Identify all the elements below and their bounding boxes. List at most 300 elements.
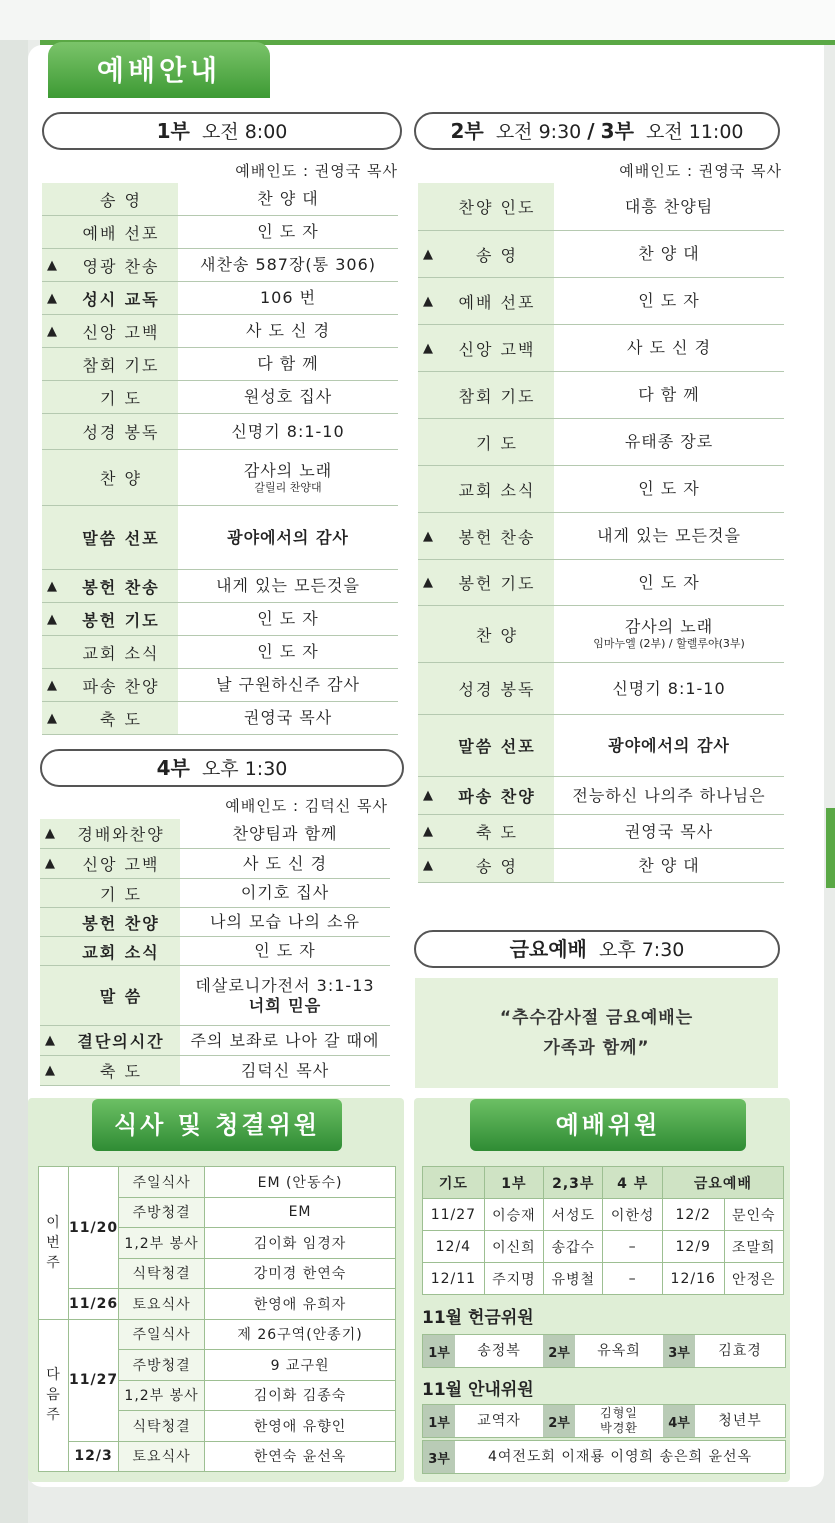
- friday-service-note: [415, 978, 778, 1088]
- service-23-label-text: 송 영: [476, 245, 518, 265]
- service-4-label-text: 경배와찬양: [77, 825, 165, 844]
- service-1-label-text: 봉헌 찬송: [82, 577, 160, 597]
- service-1-label-text: 찬 양: [100, 469, 142, 488]
- worship-committee-cell: 안정은: [724, 1263, 783, 1295]
- service-1-value: [178, 576, 398, 596]
- meal-names: 김이화 임경자: [205, 1228, 396, 1259]
- worship-committee-table: [422, 1166, 784, 1295]
- service-23-label: [418, 466, 554, 512]
- meal-date: 12/3: [69, 1441, 119, 1472]
- service-1-label-text: 성경 봉독: [82, 423, 160, 442]
- service-4-label-text: 기 도: [100, 884, 142, 904]
- service-1-label: [42, 506, 178, 569]
- worship-committee-cell: 이한성: [603, 1199, 662, 1231]
- service-1-label-text: 참회 기도: [82, 355, 160, 375]
- usher-committee-row: [422, 1404, 786, 1438]
- usher-committee-name: 교역자: [477, 1412, 521, 1429]
- meal-task: 주방청결: [119, 1197, 205, 1228]
- meal-task: 토요식사: [119, 1289, 205, 1320]
- service-23-label: [418, 513, 554, 559]
- service-4-value-text: 나의 모습 나의 소유: [210, 912, 360, 931]
- meal-task: 주방청결: [119, 1350, 205, 1381]
- service-23-row: [418, 777, 784, 815]
- service-23-value-text: 인 도 자: [638, 479, 700, 498]
- service-4-value-sub: 너희 믿음: [248, 995, 322, 1015]
- service-23-value-text: 찬 양 대: [638, 855, 700, 875]
- service-23-header: [414, 112, 780, 150]
- service-1-row: [42, 636, 398, 669]
- worship-committee-cell: 12/16: [662, 1263, 724, 1295]
- service-23-row: [418, 183, 784, 231]
- worship-committee-cell: –: [603, 1231, 662, 1263]
- worship-committee-cell: 12/4: [423, 1231, 485, 1263]
- service-1-label-text: 기 도: [100, 388, 142, 408]
- service-23-label: [418, 278, 554, 324]
- triangle-marker-icon: ▲: [47, 257, 59, 273]
- service-23-value-text: 감사의 노래: [624, 617, 714, 637]
- service-23-value: [554, 822, 784, 842]
- service-4-row: [40, 1026, 390, 1056]
- service-1-row: [42, 414, 398, 450]
- service-23-label: [418, 815, 554, 848]
- worship-committee-header: 금요예배: [662, 1167, 783, 1199]
- service-4-value-text: 김덕신 목사: [240, 1060, 330, 1080]
- service-4-label: [40, 1056, 180, 1085]
- service-23-value-text: 사 도 신 경: [626, 338, 712, 357]
- service-1-label: [42, 570, 178, 602]
- service-23-row: [418, 231, 784, 278]
- service-23-value-text: 권영국 목사: [624, 821, 714, 841]
- usher-committee-part: 1부: [423, 1405, 455, 1437]
- usher-committee-name: 청년부: [718, 1412, 762, 1429]
- worship-committee-row: [423, 1199, 784, 1231]
- meal-date: 11/27: [69, 1319, 119, 1441]
- service-23-value: [554, 856, 784, 876]
- service-4-value: [180, 1061, 390, 1081]
- service-23-label-text: 성경 봉독: [458, 680, 536, 699]
- service-23-row: [418, 278, 784, 325]
- triangle-marker-icon: ▲: [45, 856, 57, 871]
- meal-table-row: [39, 1441, 396, 1472]
- service-4-value: [180, 976, 390, 1016]
- left-margin: [0, 40, 28, 1523]
- service-1-header: [42, 112, 402, 150]
- service-23-label-text: 봉헌 기도: [458, 574, 536, 593]
- service-3-part: 3부: [600, 119, 634, 143]
- service-4-value-text: 데살로니가전서 3:1-13: [195, 975, 375, 995]
- triangle-marker-icon: ▲: [423, 246, 435, 262]
- service-1-row: [42, 315, 398, 348]
- service-4-value: [180, 1031, 390, 1051]
- triangle-marker-icon: ▲: [423, 340, 435, 356]
- usher-committee-name-line: 김형일: [600, 1406, 638, 1421]
- service-23-label-text: 참회 기도: [458, 386, 536, 406]
- service-4-value: [180, 883, 390, 903]
- usher-committee-row: [422, 1440, 786, 1474]
- service-1-row: [42, 702, 398, 735]
- worship-committee-header: 2,3부: [544, 1167, 603, 1199]
- meal-task: 식탁청결: [119, 1411, 205, 1442]
- worship-committee-cell: 12/9: [662, 1231, 724, 1263]
- meal-names: 김이화 김종숙: [205, 1380, 396, 1411]
- usher-committee-part: 2부: [543, 1405, 575, 1437]
- service-4-label-text: 말 씀: [99, 987, 143, 1006]
- service-4-label: [40, 849, 180, 878]
- service-1-label-text: 축 도: [100, 709, 142, 729]
- service-23-row: [418, 606, 784, 663]
- service-1-value-text: 내게 있는 모든것을: [216, 576, 360, 595]
- meal-names: 강미경 한연숙: [205, 1258, 396, 1289]
- service-1-label-text: 파송 찬양: [82, 676, 160, 696]
- service-23-label: [418, 777, 554, 814]
- top-margin: [0, 0, 835, 40]
- service-23-label: [418, 663, 554, 714]
- service-1-label: [42, 249, 178, 281]
- service-1-value-text: 다 함 께: [257, 354, 319, 373]
- meal-table-row: [39, 1319, 396, 1350]
- triangle-marker-icon: ▲: [45, 1063, 57, 1078]
- service-23-row: [418, 715, 784, 777]
- service-1-value: [178, 675, 398, 695]
- service-4-row: [40, 1056, 390, 1086]
- service-1-label-text: 성시 교독: [82, 289, 160, 309]
- service-1-value: [178, 321, 398, 341]
- service-1-label: [42, 603, 178, 635]
- service-1-value: [178, 642, 398, 662]
- service-23-value: [554, 786, 784, 806]
- service-1-label-text: 송 영: [100, 190, 142, 210]
- service-1-value: [178, 609, 398, 629]
- meal-task: 주일식사: [119, 1319, 205, 1350]
- service-1-label-text: 영광 찬송: [82, 256, 160, 276]
- service-1-label: [42, 450, 178, 505]
- service-23-row: [418, 849, 784, 883]
- service-1-leader: 예배인도 : 권영국 목사: [235, 162, 398, 180]
- service-1-value-text: 인 도 자: [257, 222, 319, 241]
- meal-task: 1,2부 봉사: [119, 1228, 205, 1259]
- service-23-value-text: 다 함 께: [638, 385, 700, 404]
- service-23-value: [554, 617, 784, 651]
- service-1-row: [42, 381, 398, 414]
- triangle-marker-icon: ▲: [423, 575, 435, 590]
- worship-committee-header: 4 부: [603, 1167, 662, 1199]
- service-4-label: [40, 1026, 180, 1055]
- service-23-row: [418, 466, 784, 513]
- usher-committee-part: 3부: [423, 1441, 455, 1473]
- service-4-value: [180, 854, 390, 874]
- service-23-value-text: 인 도 자: [638, 572, 700, 592]
- this-week-label: 이 번 주: [39, 1167, 69, 1320]
- service-1-value-text: 인 도 자: [257, 609, 319, 628]
- service-1-value: [178, 354, 398, 374]
- meal-names: 한영애 유희자: [205, 1289, 396, 1320]
- meal-date: 11/26: [69, 1289, 119, 1320]
- service-1-value: [178, 422, 398, 442]
- service-23-label: [418, 419, 554, 465]
- service-23-value: [554, 479, 784, 499]
- service-1-value: [178, 461, 398, 495]
- meal-task: 토요식사: [119, 1441, 205, 1472]
- service-23-value-text: 내게 있는 모든것을: [597, 526, 741, 545]
- meal-committee-title: 식사 및 청결위원: [92, 1099, 342, 1151]
- meal-task: 식탁청결: [119, 1258, 205, 1289]
- service-1-value-sub: 갈릴리 찬양대: [254, 480, 322, 494]
- service-1-label: [42, 348, 178, 380]
- service-23-value: [554, 526, 784, 546]
- service-23-row: [418, 372, 784, 419]
- friday-note-line-1: “추수감사절 금요예배는: [499, 1008, 694, 1028]
- service-4-row: [40, 908, 390, 937]
- service-1-value-text: 광야에서의 감사: [227, 527, 349, 547]
- service-23-row: [418, 663, 784, 715]
- worship-committee-row: [423, 1263, 784, 1295]
- service-4-label-text: 교회 소식: [82, 942, 160, 962]
- service-1-label: [42, 183, 178, 215]
- triangle-marker-icon: ▲: [45, 826, 57, 841]
- service-23-value-text: 광야에서의 감사: [608, 735, 730, 755]
- worship-committee-cell: 조말희: [724, 1231, 783, 1263]
- service-1-row: [42, 450, 398, 506]
- service-23-label: [418, 560, 554, 605]
- offering-committee-name: 유옥희: [597, 1342, 641, 1359]
- service-23-value: [554, 197, 784, 217]
- meal-table-row: [39, 1167, 396, 1198]
- service-1-value: [178, 387, 398, 407]
- service-1-row: [42, 249, 398, 282]
- triangle-marker-icon: ▲: [47, 611, 59, 627]
- service-4-row: [40, 966, 390, 1026]
- service-23-label-text: 기 도: [476, 433, 518, 453]
- service-23-label: [418, 325, 554, 371]
- service-23-label: [418, 715, 554, 776]
- meal-names: EM (안동수): [205, 1167, 396, 1198]
- triangle-marker-icon: ▲: [45, 1033, 57, 1048]
- offering-committee-part: 2부: [543, 1335, 575, 1367]
- meal-task: 주일식사: [119, 1167, 205, 1198]
- service-1-label-text: 신앙 고백: [82, 322, 160, 342]
- service-1-label: [42, 414, 178, 449]
- offering-committee-name: 송정복: [477, 1342, 521, 1359]
- service-23-value-text: 신명기 8:1-10: [612, 678, 726, 698]
- worship-committee-cell: 송갑수: [544, 1231, 603, 1263]
- service-4-value: [180, 912, 390, 932]
- meal-names: 한영애 유향인: [205, 1411, 396, 1442]
- service-1-label: [42, 669, 178, 701]
- service-23-label-text: 파송 찬양: [458, 787, 536, 806]
- friday-note-line-2: 가족과 함께”: [543, 1038, 650, 1058]
- meal-names: 9 교구원: [205, 1350, 396, 1381]
- service-23-label-text: 찬양 인도: [458, 198, 536, 217]
- triangle-marker-icon: ▲: [423, 788, 435, 803]
- service-4-leader: 예배인도 : 김덕신 목사: [225, 797, 388, 815]
- friday-service-name: 금요예배: [509, 937, 587, 961]
- worship-committee-cell: 문인숙: [724, 1199, 783, 1231]
- service-2-part: 2부: [450, 119, 484, 143]
- service-23-value: [554, 432, 784, 452]
- triangle-marker-icon: ▲: [47, 710, 59, 726]
- service-23-value-sub: 임마누엘 (2부) / 할렐루야(3부): [593, 637, 745, 651]
- service-1-value-text: 원성호 집사: [243, 387, 333, 406]
- usher-committee-name: 4여전도회 이재룡 이영희 송은희 윤선옥: [487, 1448, 753, 1465]
- service-23-label: [418, 231, 554, 277]
- service-23-value: [554, 291, 784, 311]
- service-4-row: [40, 879, 390, 908]
- service-2-time: 오전 9:30: [495, 121, 582, 143]
- service-23-leader: 예배인도 : 권영국 목사: [619, 162, 782, 180]
- next-week-label: 다 음 주: [39, 1319, 69, 1472]
- offering-committee-part: 1부: [423, 1335, 455, 1367]
- service-1-value-text: 신명기 8:1-10: [231, 421, 345, 441]
- service-4-label: [40, 908, 180, 936]
- service-23-label-text: 송 영: [476, 857, 518, 876]
- triangle-marker-icon: ▲: [47, 578, 59, 594]
- meal-names: 한연숙 윤선옥: [205, 1441, 396, 1472]
- service-1-label: [42, 216, 178, 248]
- worship-committee-cell: 유병철: [544, 1263, 603, 1295]
- service-4-value-text: 사 도 신 경: [242, 853, 328, 873]
- triangle-marker-icon: ▲: [423, 858, 435, 873]
- worship-committee-header: 1부: [484, 1167, 543, 1199]
- meal-date: 11/20: [69, 1167, 119, 1289]
- service-4-label: [40, 879, 180, 907]
- worship-committee-cell: 12/11: [423, 1263, 485, 1295]
- service-23-label-text: 신앙 고백: [458, 339, 536, 359]
- service-4-part: 4부: [156, 756, 190, 780]
- service-1-time: 오전 8:00: [201, 121, 288, 143]
- service-1-label: [42, 381, 178, 413]
- worship-committee-cell: 11/27: [423, 1199, 485, 1231]
- service-23-label: [418, 606, 554, 662]
- service-1-value: [178, 708, 398, 728]
- worship-committee-cell: 서성도: [544, 1199, 603, 1231]
- service-1-label: [42, 315, 178, 347]
- offering-committee-part: 3부: [663, 1335, 695, 1367]
- service-23-label-text: 봉헌 찬송: [458, 527, 536, 547]
- service-4-label-text: 봉헌 찬양: [82, 913, 160, 933]
- service-23-value-text: 인 도 자: [638, 291, 700, 310]
- service-1-value: [178, 528, 398, 548]
- service-1-row: [42, 506, 398, 570]
- service-23-value-text: 유태종 장로: [624, 432, 714, 451]
- triangle-marker-icon: ▲: [47, 323, 59, 339]
- service-4-label: [40, 966, 180, 1025]
- service-23-value: [554, 385, 784, 405]
- right-edge-tab: [826, 808, 835, 888]
- service-1-value-text: 날 구원하신주 감사: [216, 675, 360, 694]
- service-23-value-text: 대흥 찬양팀: [624, 196, 714, 216]
- service-4-row: [40, 937, 390, 966]
- service-4-header: [40, 749, 404, 787]
- triangle-marker-icon: ▲: [47, 290, 59, 306]
- service-1-label-text: 교회 소식: [82, 643, 160, 663]
- service-1-row: [42, 282, 398, 315]
- meal-names: 제 26구역(안종기): [205, 1319, 396, 1350]
- worship-committee-cell: 이신희: [484, 1231, 543, 1263]
- triangle-marker-icon: ▲: [423, 293, 435, 309]
- service-4-label-text: 축 도: [100, 1062, 142, 1081]
- service-1-value-text: 권영국 목사: [243, 708, 333, 727]
- worship-committee-title: 예배위원: [470, 1099, 746, 1151]
- service-4-value-text: 인 도 자: [254, 941, 316, 960]
- service-4-row: [40, 849, 390, 879]
- service-23-row: [418, 560, 784, 606]
- page-title: 예배안내: [48, 42, 270, 98]
- service-4-label: [40, 819, 180, 848]
- usher-committee-title: 11월 안내위원: [422, 1380, 534, 1400]
- service-23-row: [418, 419, 784, 466]
- usher-committee-name: [575, 1405, 663, 1437]
- service-1-label-text: 봉헌 기도: [82, 610, 160, 630]
- offering-committee-row: [422, 1334, 786, 1368]
- triangle-marker-icon: ▲: [423, 824, 435, 839]
- service-23-value: [554, 244, 784, 264]
- offering-committee-title: 11월 헌금위원: [422, 1308, 534, 1328]
- worship-committee-cell: 12/2: [662, 1199, 724, 1231]
- worship-committee-cell: –: [603, 1263, 662, 1295]
- service-4-value: [180, 941, 390, 961]
- service-3-time: 오전 11:00: [646, 121, 744, 143]
- service-1-part: 1부: [156, 119, 190, 143]
- friday-service-time: 오후 7:30: [598, 939, 685, 961]
- service-1-label: [42, 702, 178, 734]
- service-1-value: [178, 255, 398, 275]
- service-1-value: [178, 222, 398, 242]
- worship-committee-row: [423, 1231, 784, 1263]
- service-4-value: [180, 824, 390, 844]
- service-1-value-text: 인 도 자: [257, 642, 319, 661]
- service-4-value-text: 주의 보좌로 나아 갈 때에: [190, 1030, 380, 1050]
- service-1-value-text: 새찬송 587장(통 306): [199, 255, 376, 274]
- service-1-value-text: 106 번: [259, 288, 317, 307]
- usher-committee-part: 4부: [663, 1405, 695, 1437]
- triangle-marker-icon: ▲: [423, 528, 435, 544]
- service-1-value: [178, 288, 398, 308]
- service-4-value-text: 찬양팀과 함께: [232, 823, 338, 843]
- meal-task: 1,2부 봉사: [119, 1380, 205, 1411]
- service-23-value: [554, 679, 784, 699]
- service-23-label-text: 축 도: [476, 823, 518, 842]
- service-23-row: [418, 325, 784, 372]
- service-1-value-text: 감사의 노래: [243, 460, 333, 480]
- service-4-value-text: 이기호 집사: [240, 883, 330, 902]
- service-1-label: [42, 282, 178, 314]
- service-4-time: 오후 1:30: [201, 758, 288, 780]
- service-23-row: [418, 815, 784, 849]
- friday-service-header: [414, 930, 780, 968]
- service-1-value-text: 찬 양 대: [257, 189, 319, 208]
- service-23-label-text: 찬 양: [476, 625, 518, 645]
- service-23-label-text: 교회 소식: [458, 480, 536, 500]
- service-1-row: [42, 183, 398, 216]
- service-1-row: [42, 603, 398, 636]
- service-4-label-text: 결단의시간: [77, 1032, 165, 1051]
- service-1-label-text: 예배 선포: [82, 223, 160, 243]
- service-23-value: [554, 338, 784, 358]
- usher-committee-name-line: 박경환: [600, 1421, 638, 1435]
- service-separator: /: [587, 119, 595, 143]
- meal-table-row: [39, 1289, 396, 1320]
- service-1-row: [42, 348, 398, 381]
- meal-committee-table: [38, 1166, 396, 1472]
- service-23-value-text: 전능하신 나의주 하나님은: [572, 785, 766, 805]
- service-23-label: [418, 849, 554, 882]
- worship-committee-cell: 이승재: [484, 1199, 543, 1231]
- offering-committee-name: 김효경: [718, 1342, 762, 1359]
- service-23-value-text: 찬 양 대: [638, 244, 700, 263]
- service-23-label-text: 예배 선포: [458, 292, 536, 312]
- service-23-row: [418, 513, 784, 560]
- service-23-label: [418, 372, 554, 418]
